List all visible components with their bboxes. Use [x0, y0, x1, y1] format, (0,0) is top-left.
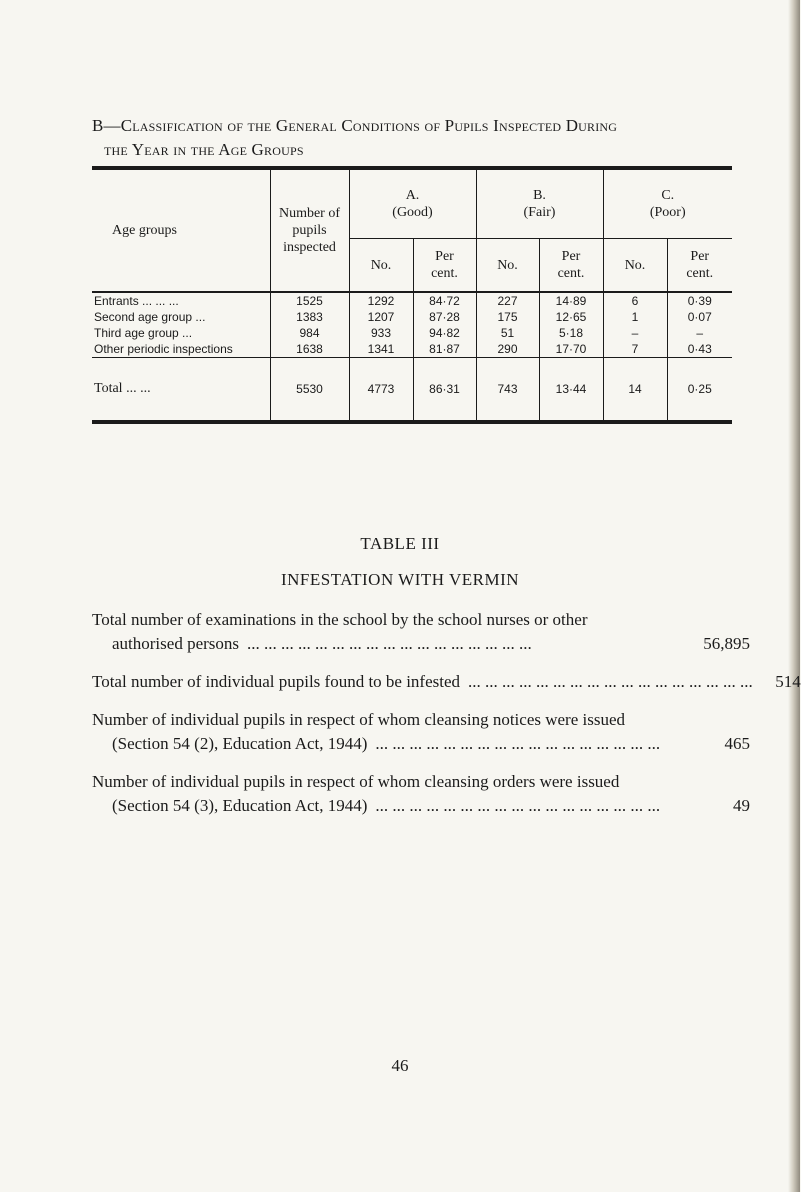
- cell-number: 1525: [270, 292, 349, 309]
- entry-line-2: [92, 632, 750, 656]
- b-no-header: No.: [476, 239, 539, 292]
- page-edge-shadow: [788, 0, 800, 1192]
- dot-leader: ... ... ... ... ... ... ... ... ... ... ... ... ... ... ... ... ...: [375, 796, 661, 815]
- c-no-header: No.: [603, 239, 667, 292]
- cell-a-pc: 81·87: [413, 341, 476, 358]
- number-header-line-1: Number of: [278, 206, 341, 221]
- table-row: [92, 325, 732, 341]
- a-per-label: Per: [435, 249, 454, 264]
- cell-c-no: 1: [603, 309, 667, 325]
- entry-value: 465: [724, 734, 750, 753]
- total-label: Total ... ...: [92, 358, 270, 423]
- cell-number: 1638: [270, 341, 349, 358]
- dot-leader: ... ... ... ... ... ... ... ... ... ... ... ... ... ... ... ... ...: [375, 734, 661, 753]
- number-header-line-3: inspected: [283, 240, 336, 255]
- group-b-name: (Fair): [523, 205, 556, 220]
- infestation-list: [92, 608, 801, 832]
- cell-a-no: 933: [349, 325, 413, 341]
- total-b-no: 743: [476, 358, 539, 423]
- cell-a-pc: 84·72: [413, 292, 476, 309]
- cell-a-no: 1292: [349, 292, 413, 309]
- section-heading: [92, 114, 752, 162]
- total-a-pc: 86·31: [413, 358, 476, 423]
- cell-a-pc: 94·82: [413, 325, 476, 341]
- cell-b-pc: 17·70: [539, 341, 603, 358]
- group-b-letter: B.: [533, 188, 546, 203]
- cell-b-no: 175: [476, 309, 539, 325]
- b-cent-label: cent.: [557, 266, 585, 281]
- a-per-cent-header: [413, 239, 476, 292]
- age-groups-header: Age groups: [112, 223, 177, 238]
- entry-value: 514: [775, 672, 801, 691]
- cell-b-pc: 5·18: [539, 325, 603, 341]
- c-per-label: Per: [690, 249, 710, 264]
- entry-line-2-text: (Section 54 (2), Education Act, 1944): [112, 734, 368, 753]
- entry-line-1: Total number of individual pupils found to be infested: [92, 672, 461, 691]
- row-label: Second age group ...: [94, 310, 206, 324]
- total-c-pc: 0·25: [667, 358, 732, 423]
- entry-line-2: [92, 794, 750, 818]
- b-per-cent-header: [539, 239, 603, 292]
- number-header-line-2: pupils: [292, 223, 327, 238]
- group-a-header: [349, 168, 476, 239]
- cell-a-no: 1207: [349, 309, 413, 325]
- group-c-header: [603, 168, 732, 239]
- group-a-letter: A.: [405, 188, 420, 203]
- cell-c-pc: 0·07: [667, 309, 732, 325]
- list-item: [92, 708, 750, 756]
- row-label: Third age group ...: [94, 326, 193, 340]
- table-row: [92, 341, 732, 358]
- c-cent-label: cent.: [686, 266, 714, 281]
- cell-c-pc: 0·39: [667, 292, 732, 309]
- total-a-no: 4773: [349, 358, 413, 423]
- cell-c-no: –: [603, 325, 667, 341]
- total-number: 5530: [270, 358, 349, 423]
- row-label: Other periodic inspections: [94, 342, 233, 356]
- entry-value: 56,895: [703, 634, 750, 653]
- group-c-letter: C.: [661, 188, 675, 203]
- cell-c-pc: 0·43: [667, 341, 732, 358]
- a-cent-label: cent.: [431, 266, 458, 281]
- total-b-pc: 13·44: [539, 358, 603, 423]
- dot-leader: ... ... ... ... ... ... ... ... ... ... ... ... ... ... ... ... ...: [468, 672, 753, 691]
- entry-line-2-text: authorised persons: [112, 634, 240, 653]
- entry-line-1: Total number of examinations in the school by the school nurses or other: [92, 610, 588, 629]
- entry-line-2-text: (Section 54 (3), Education Act, 1944): [112, 796, 368, 815]
- classification-table: [92, 166, 732, 424]
- b-per-label: Per: [561, 249, 581, 264]
- cell-a-no: 1341: [349, 341, 413, 358]
- cell-number: 984: [270, 325, 349, 341]
- total-row: [92, 358, 732, 423]
- list-item: [92, 770, 750, 818]
- group-b-header: [476, 168, 603, 239]
- cell-b-no: 290: [476, 341, 539, 358]
- list-item: [92, 608, 750, 656]
- table-iii-title: TABLE III: [360, 534, 440, 553]
- entry-line-2: [92, 732, 750, 756]
- cell-a-pc: 87·28: [413, 309, 476, 325]
- cell-c-pc: –: [667, 325, 732, 341]
- cell-c-no: 6: [603, 292, 667, 309]
- heading-line-2: the Year in the Age Groups: [104, 140, 304, 159]
- group-a-name: (Good): [392, 205, 433, 220]
- list-item: [92, 670, 801, 694]
- number-inspected-header: [270, 168, 349, 291]
- total-c-no: 14: [603, 358, 667, 423]
- cell-b-no: 227: [476, 292, 539, 309]
- table-iii-subtitle: INFESTATION WITH VERMIN: [280, 570, 520, 589]
- cell-b-pc: 14·89: [539, 292, 603, 309]
- c-per-cent-header: [667, 239, 732, 292]
- heading-line-1: B—Classification of the General Conditions of Pupils Inspected During: [92, 116, 618, 135]
- row-label: Entrants ... ... ...: [94, 294, 179, 308]
- table-row: [92, 309, 732, 325]
- page-number: 46: [391, 1056, 409, 1075]
- entry-value: 49: [733, 796, 750, 815]
- cell-b-pc: 12·65: [539, 309, 603, 325]
- dot-leader: ... ... ... ... ... ... ... ... ... ... ... ... ... ... ... ... ...: [247, 634, 532, 653]
- a-no-header: No.: [349, 239, 413, 292]
- entry-line-1: Number of individual pupils in respect of whom cleansing orders were issued: [92, 772, 620, 791]
- entry-line-1: Number of individual pupils in respect of whom cleansing notices were issued: [92, 710, 626, 729]
- cell-c-no: 7: [603, 341, 667, 358]
- cell-b-no: 51: [476, 325, 539, 341]
- cell-number: 1383: [270, 309, 349, 325]
- group-c-name: (Poor): [649, 205, 686, 220]
- table-row: [92, 292, 732, 309]
